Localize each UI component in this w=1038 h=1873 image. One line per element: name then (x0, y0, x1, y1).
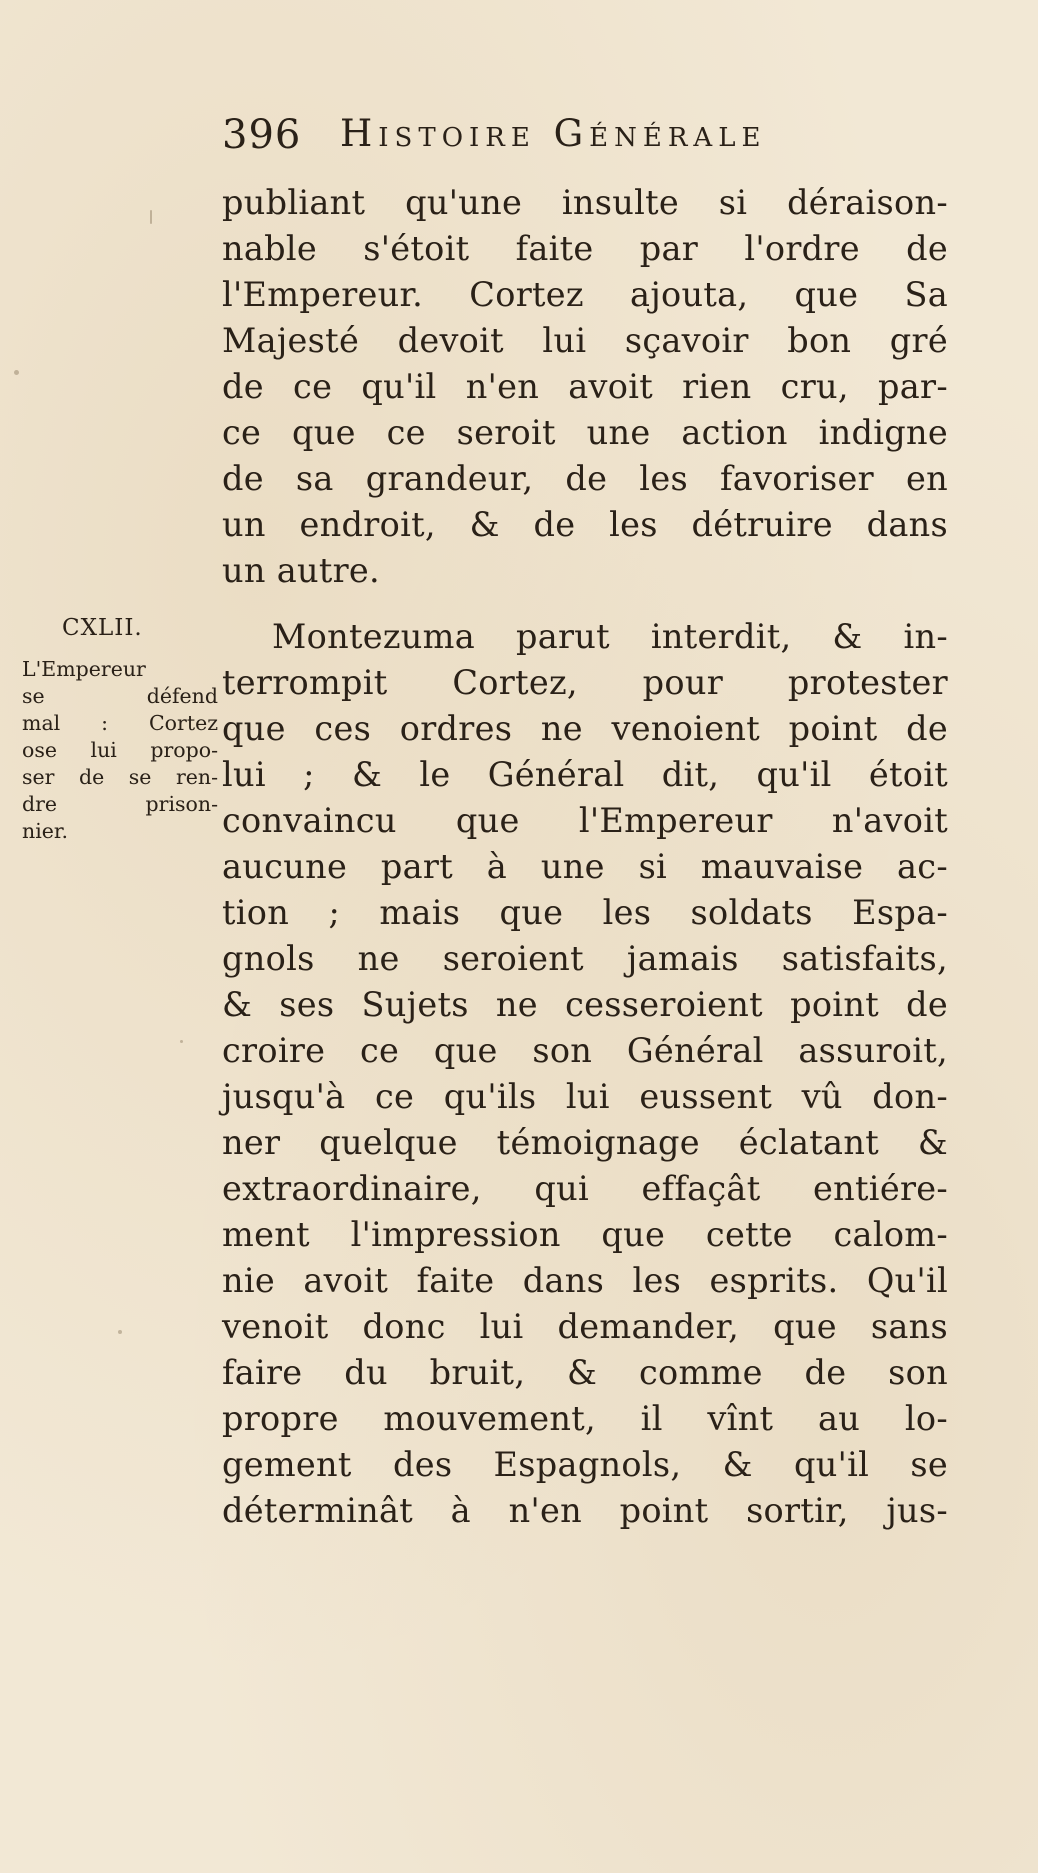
margin-note-line: ser de se ren- (22, 765, 218, 789)
body-line: Majesté devoit lui sçavoir bon gré (222, 321, 948, 360)
body-line: gement des Espagnols, & qu'il se (222, 1445, 948, 1484)
body-line: terrompit Cortez, pour protester (222, 663, 948, 702)
body-line: lui ; & le Général dit, qu'il étoit (222, 755, 948, 794)
paper-speck (150, 210, 152, 224)
body-line: tion ; mais que les soldats Espa- (222, 893, 948, 932)
body-line: jusqu'à ce qu'ils lui eussent vû don- (222, 1077, 948, 1116)
body-line: extraordinaire, qui effaçât entiére- (222, 1169, 948, 1208)
paper-speck (14, 370, 19, 375)
paper-speck (180, 1040, 183, 1043)
body-line: ce que ce seroit une action indigne (222, 413, 948, 452)
margin-note-line: se défend (22, 684, 218, 708)
section-number: CXLII. (62, 615, 143, 641)
body-line: déterminât à n'en point sortir, jus- (222, 1491, 948, 1530)
page-header (222, 112, 934, 162)
body-line: nable s'étoit faite par l'ordre de (222, 229, 948, 268)
body-line: & ses Sujets ne cesseroient point de (222, 985, 948, 1024)
paper-speck (118, 1330, 122, 1334)
paragraph-first-line: Montezuma parut interdit, & in- (272, 617, 948, 656)
body-line: ment l'impression que cette calom- (222, 1215, 948, 1254)
running-title: Histoire Générale (340, 112, 767, 155)
margin-note-line: ose lui propo- (22, 738, 218, 762)
body-line: aucune part à une si mauvaise ac- (222, 847, 948, 886)
body-line: publiant qu'une insulte si déraison- (222, 183, 948, 222)
margin-note (22, 656, 218, 845)
body-line: faire du bruit, & comme de son (222, 1353, 948, 1392)
body-line: un endroit, & de les détruire dans (222, 505, 948, 544)
margin-note-line: mal : Cortez (22, 711, 218, 735)
body-line: croire ce que son Général assuroit, (222, 1031, 948, 1070)
page-number: 396 (222, 112, 302, 158)
body-line: que ces ordres ne venoient point de (222, 709, 948, 748)
margin-note-line: L'Empereur (22, 657, 146, 681)
body-line: de sa grandeur, de les favoriser en (222, 459, 948, 498)
body-line: gnols ne seroient jamais satisfaits, (222, 939, 948, 978)
body-line: ner quelque témoignage éclatant & (222, 1123, 948, 1162)
margin-note-line: nier. (22, 819, 68, 843)
margin-note-line: dre prison- (22, 792, 218, 816)
body-line: de ce qu'il n'en avoit rien cru, par- (222, 367, 948, 406)
body-line: l'Empereur. Cortez ajouta, que Sa (222, 275, 948, 314)
body-line: propre mouvement, il vînt au lo- (222, 1399, 948, 1438)
body-line: nie avoit faite dans les esprits. Qu'il (222, 1261, 948, 1300)
body-line: un autre. (222, 551, 380, 590)
body-line: venoit donc lui demander, que sans (222, 1307, 948, 1346)
body-line: convaincu que l'Empereur n'avoit (222, 801, 948, 840)
